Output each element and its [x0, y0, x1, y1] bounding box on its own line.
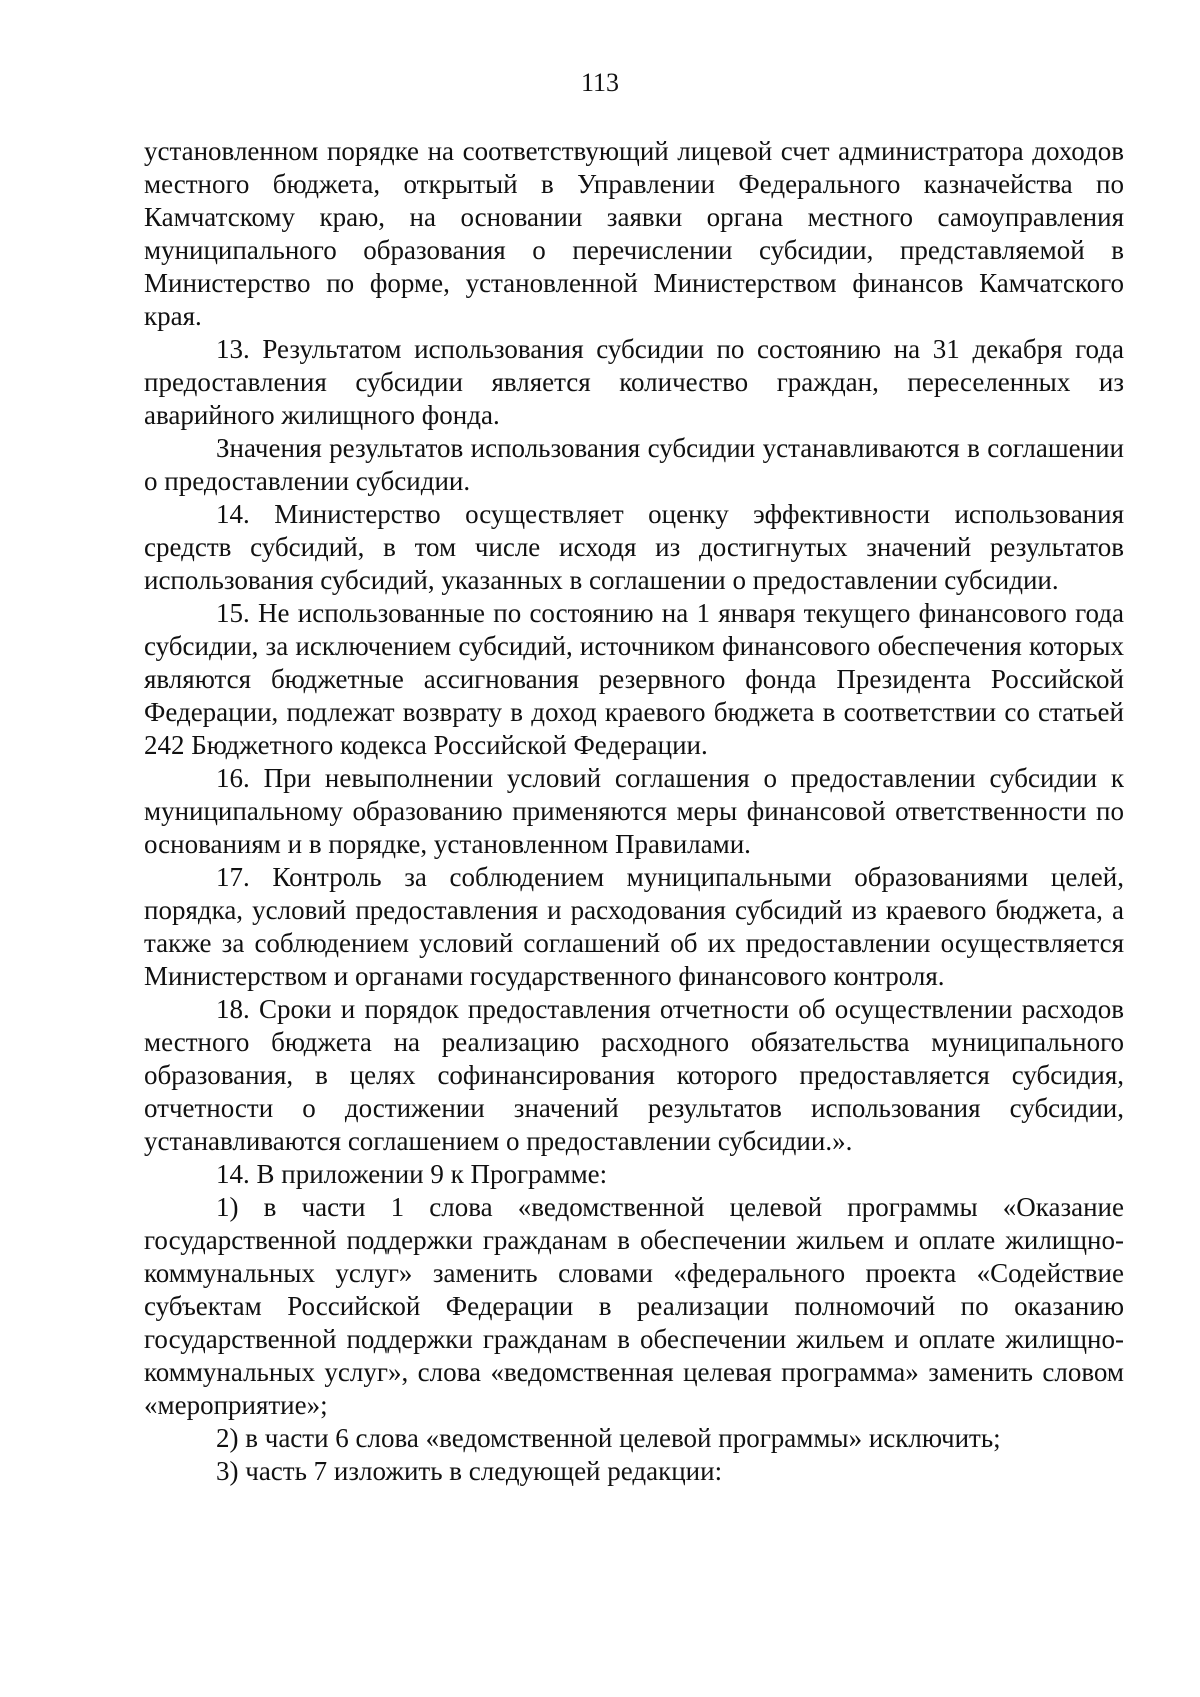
- paragraph-item-17: 17. Контроль за соблюдением муниципальными образованиями целей, порядка, условий предоставления и расходования субсидий из краевого бюджета, а также за соблюдением условий соглашений об их предоставлении осуществляется Министерством и органами государственного финансового контроля.: [144, 862, 1124, 991]
- paragraph-continuation: установленном порядке на соответствующий лицевой счет администратора доходов местного бюджета, открытый в Управлении Федерального казначейства по Камчатскому краю, на основании заявки органа местного самоуправления муниципального образования о перечислении субсидии, представляемой в Министерство по форме, установленной Министерством финансов Камчатского края.: [144, 136, 1124, 331]
- paragraph-subitem-1: 1) в части 1 слова «ведомственной целевой программы «Оказание государственной поддержки гражданам в обеспечении жильем и оплате жилищно-коммунальных услуг» заменить словами «федерального проекта «Содействие субъектам Российской Федерации в реализации полномочий по оказанию государственной поддержки гражданам в обеспечении жильем и оплате жилищно-коммунальных услуг», слова «ведомственная целевая программа» заменить словом «мероприятие»;: [144, 1192, 1124, 1420]
- paragraph-item-15: 15. Не использованные по состоянию на 1 января текущего финансового года субсидии, за исключением субсидий, источником финансового обеспечения которых являются бюджетные ассигнования резервного фонда Президента Российской Федерации, подлежат возврату в доход краевого бюджета в соответствии со статьей 242 Бюджетного кодекса Российской Федерации.: [144, 598, 1124, 760]
- paragraph-item-14: 14. Министерство осуществляет оценку эффективности использования средств субсидий, в том числе исходя из достигнутых значений результатов использования субсидий, указанных в соглашении о предоставлении субсидии.: [144, 499, 1124, 595]
- paragraph-subitem-2: 2) в части 6 слова «ведомственной целевой программы» исключить;: [216, 1423, 1001, 1453]
- paragraph-item-18: 18. Сроки и порядок предоставления отчетности об осуществлении расходов местного бюджета на реализацию расходного обязательства муниципального образования, в целях софинансирования которого предоставляется субсидия, отчетности о достижении значений результатов использования субсидии, устанавливаются соглашением о предоставлении субсидии.».: [144, 994, 1124, 1156]
- document-body: [144, 135, 1124, 1488]
- paragraph-result-values: Значения результатов использования субсидии устанавливаются в соглашении о предоставлении субсидии.: [144, 433, 1124, 496]
- paragraph-appendix-9: 14. В приложении 9 к Программе:: [216, 1159, 608, 1189]
- page-number: 113: [580, 68, 620, 97]
- paragraph-item-16: 16. При невыполнении условий соглашения о предоставлении субсидии к муниципальному образованию применяются меры финансовой ответственности по основаниям и в порядке, установленном Правилами.: [144, 763, 1124, 859]
- paragraph-subitem-3: 3) часть 7 изложить в следующей редакции:: [216, 1456, 723, 1486]
- paragraph-item-13: 13. Результатом использования субсидии по состоянию на 31 декабря года предоставления субсидии является количество граждан, переселенных из аварийного жилищного фонда.: [144, 334, 1124, 430]
